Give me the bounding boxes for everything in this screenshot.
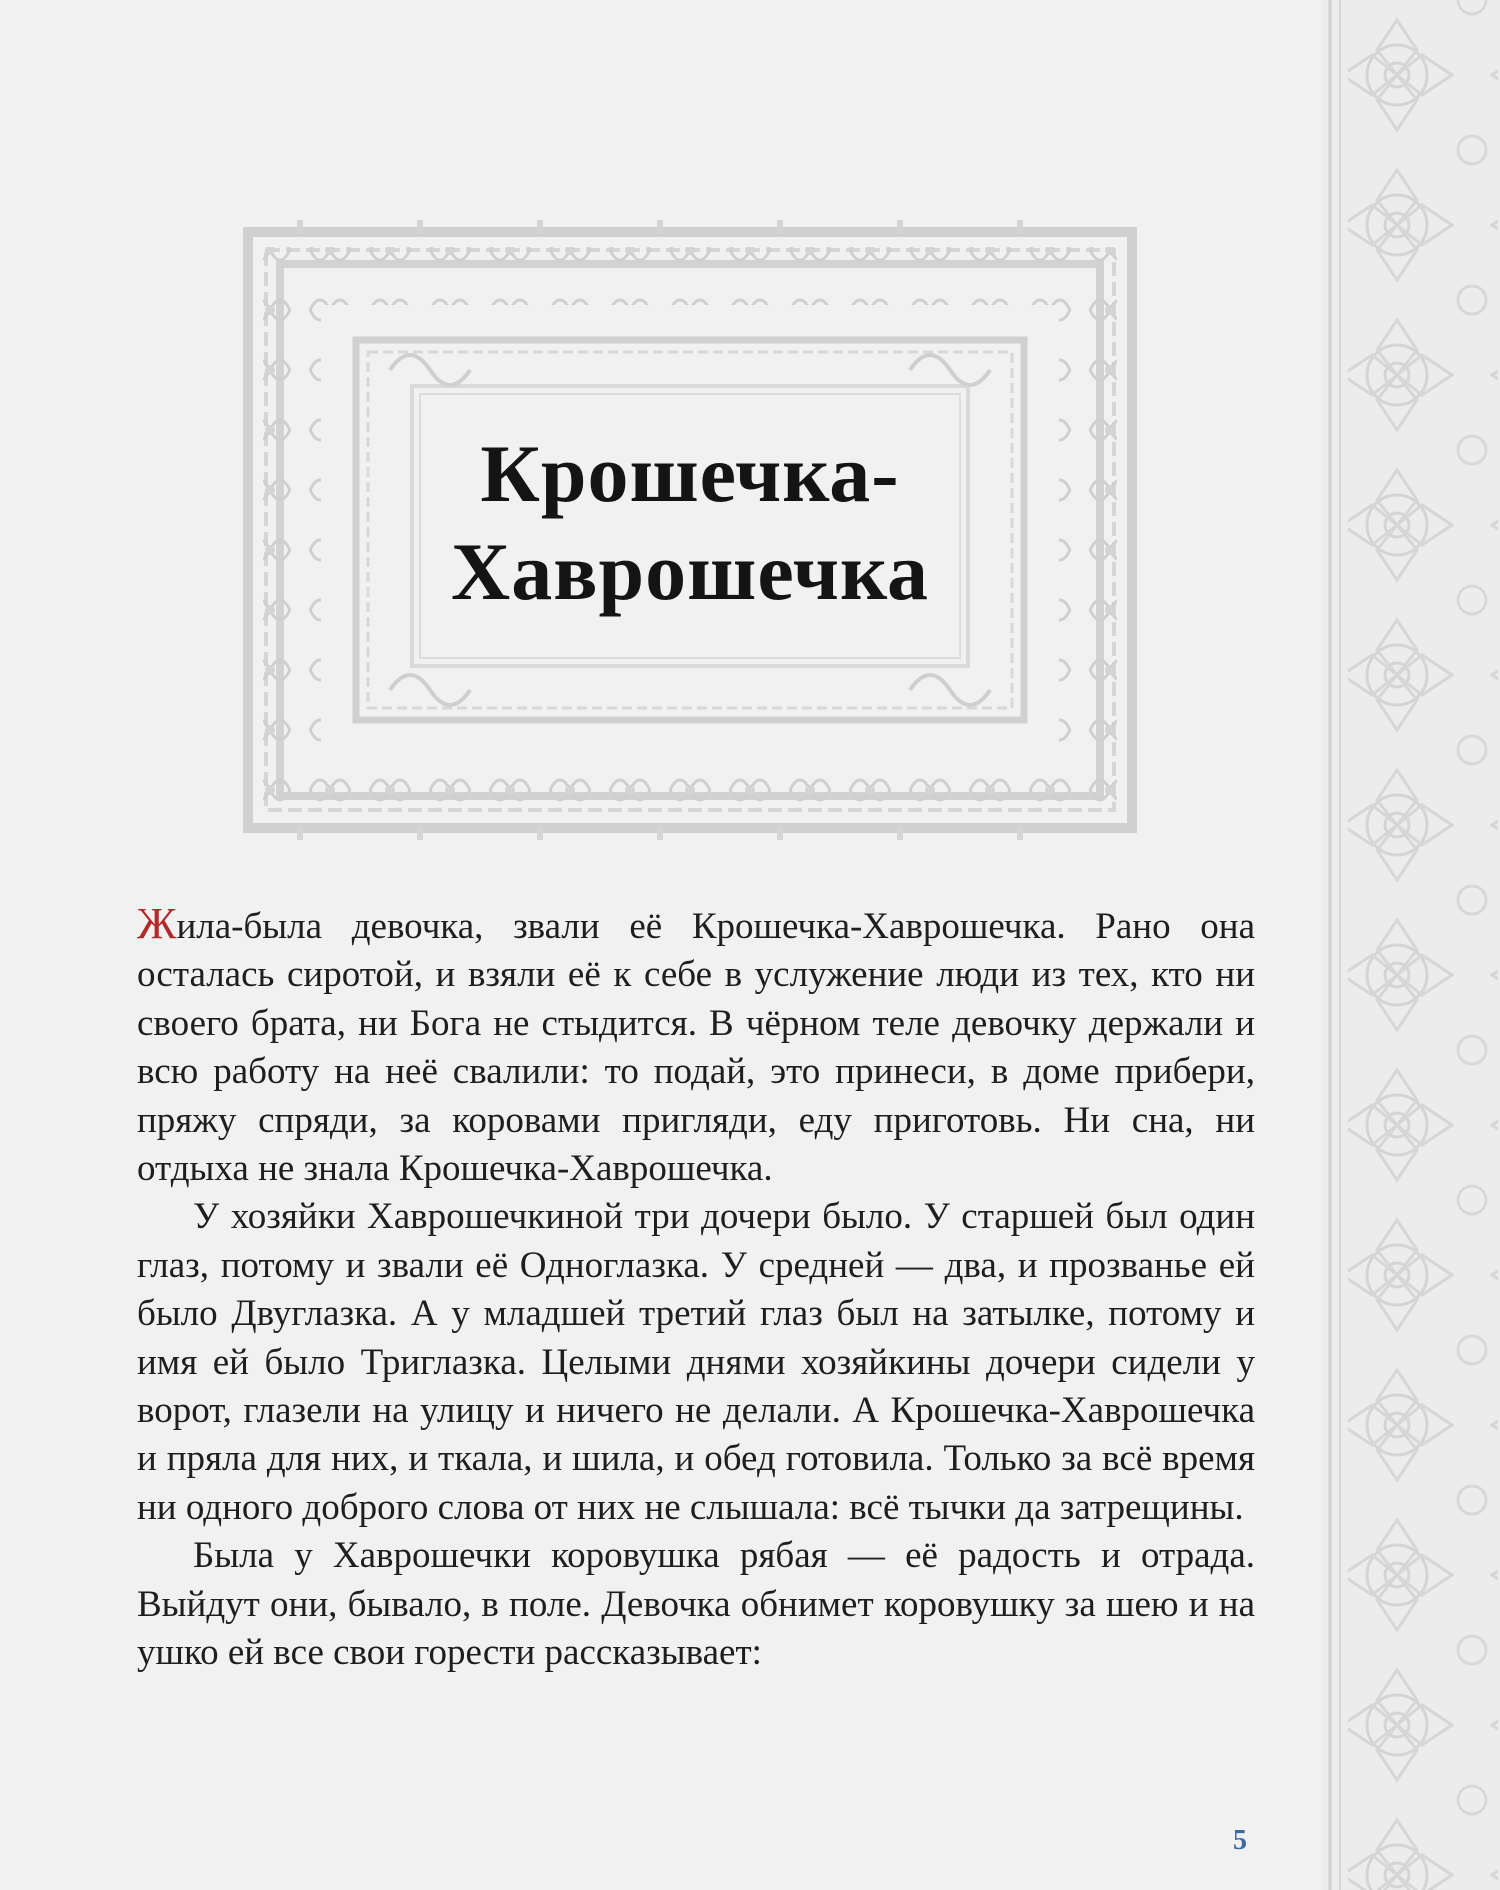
story-text <box>137 900 1255 1678</box>
paragraph-3: Была у Хаврошечки коровушка рябая — её радость и отрада. Выйдут они, бывало, в поле. Девочка обнимет коровушку за шею и на ушко ей все свои горести рассказывает: <box>137 1535 1255 1674</box>
paragraph-1-text: ила-была девочка, звали её Крошечка-Хаврошечка. Рано она осталась сиротой, и взяли её к себе в услужение люди из тех, кто ни своего брата, ни Бога не стыдится. В чёрном теле девочку держали и всю работу на неё свалили: то подай, это принеси, в доме прибери, пряжу спряди, за коровами пригляди, еду приготовь. Ни сна, ни отдыха не знала Крошечка-Хаврошечка. <box>137 906 1255 1190</box>
paragraph-2: У хозяйки Хаврошечкиной три дочери было. У старшей был один глаз, потому и звали её Одноглазка. У средней — два, и прозванье ей было Двуглазка. А у младшей третий глаз был на затылке, потому и имя ей было Триглазка. Целыми днями хозяйкины дочери сидели у ворот, глазели на улицу и ничего не делали. А Крошечка-Хаврошечка и пряла для них, и ткала, и шила, и обед готовила. Только за всё время ни одного доброго слова от них не слышала: всё тычки да затрещины. <box>137 1196 1255 1528</box>
story-title-line-1: Крошечка- <box>480 428 900 519</box>
story-title-line-2: Хаврошечка <box>451 526 929 617</box>
dropcap-letter: Ж <box>137 899 177 948</box>
ornamental-side-border <box>1322 0 1500 1890</box>
story-title <box>418 392 962 654</box>
page-number: 5 <box>1233 1825 1247 1856</box>
paragraph-1 <box>137 900 1255 1193</box>
